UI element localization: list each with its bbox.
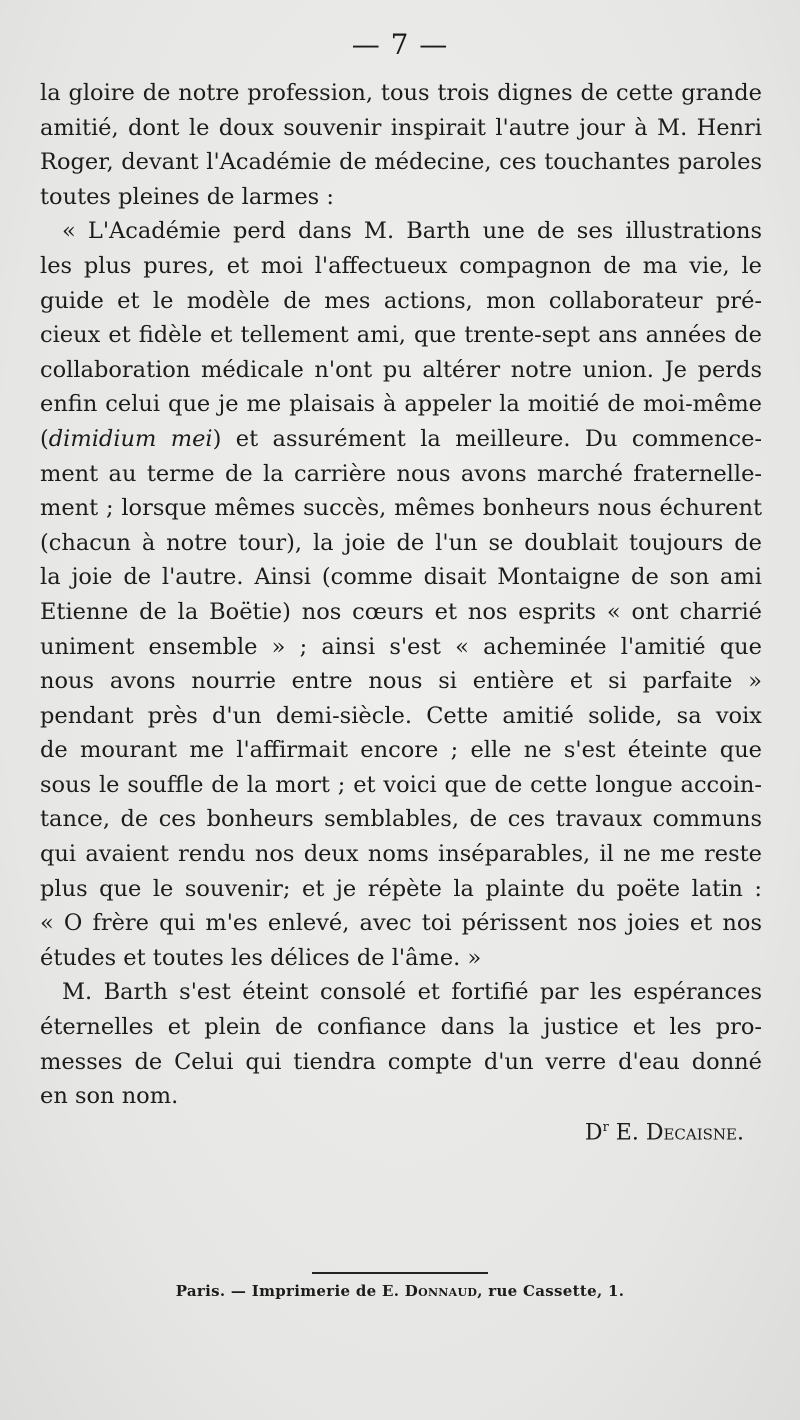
text-line: enfin celui que je me plaisais à appeler la moitié de moi-même (40, 391, 762, 418)
text-line: (chacun à notre tour), la joie de l'un se doublait toujours de (40, 529, 762, 556)
text-line: en son nom. (40, 1083, 179, 1110)
text-line: cieux et fidèle et tellement ami, que trente-sept ans années de (40, 322, 762, 349)
text-line: amitié, dont le doux souvenir inspirait l'autre jour à M. Henri (40, 114, 762, 141)
page-number: — 7 — (351, 28, 449, 61)
text-line: nous avons nourrie entre nous si entière et si parfaite » (40, 668, 762, 695)
text-line: uniment ensemble » ; ainsi s'est « acheminée l'amitié que (40, 633, 762, 660)
text-line: la gloire de notre profession, tous trois dignes de cette grande (40, 80, 762, 106)
text-line: Roger, devant l'Académie de médecine, ces touchantes paroles (40, 149, 762, 176)
text-line: études et toutes les délices de l'âme. » (40, 944, 482, 971)
latin-phrase: dimidium mei (48, 425, 213, 452)
text-line: « O frère qui m'es enlevé, avec toi périssent nos joies et nos (40, 910, 762, 937)
line-rest: ) et assurément la meilleure. Du commence- (212, 425, 762, 452)
imprint-printer-name: Donnaud (404, 1282, 478, 1300)
text-line: ment ; lorsque mêmes succès, mêmes bonheurs nous échurent (40, 495, 762, 522)
text-line: sous le souffle de la mort ; et voici que de cette longue accoin- (40, 771, 762, 798)
text-line: éternelles et plein de confiance dans la justice et les pro- (40, 1014, 762, 1041)
text-line: collaboration médicale n'ont pu altérer notre union. Je perds (40, 356, 762, 383)
text-line: messes de Celui qui tiendra compte d'un verre d'eau donné (40, 1048, 762, 1075)
text-line-italic-phrase (40, 422, 762, 457)
footer-divider (312, 1272, 488, 1274)
imprint-address: , rue Cassette, 1. (477, 1282, 625, 1300)
text-line: toutes pleines de larmes : (40, 183, 334, 210)
text-line: pendant près d'un demi-siècle. Cette amitié solide, sa voix (40, 702, 762, 729)
signature (585, 1120, 744, 1145)
imprint-city: Paris. — (175, 1282, 247, 1300)
body-text (40, 76, 762, 1114)
text-line: plus que le souvenir; et je répète la plainte du poëte latin : (40, 875, 762, 902)
signature-title: D (584, 1120, 603, 1146)
text-line: ment au terme de la carrière nous avons marché fraternelle- (40, 460, 762, 487)
text-line: guide et le modèle de mes actions, mon collaborateur pré- (40, 287, 762, 314)
text-line: Etienne de la Boëtie) nos cœurs et nos esprits « ont charrié (40, 598, 762, 625)
printer-imprint (0, 1282, 800, 1300)
text-line: les plus pures, et moi l'affectueux compagnon de ma vie, le (40, 252, 762, 279)
text-line: tance, de ces bonheurs semblables, de ces travaux communs (40, 806, 762, 833)
text-line: de mourant me l'affirmait encore ; elle ne s'est éteinte que (40, 737, 762, 764)
imprint-printer-prefix: Imprimerie de E. (251, 1282, 400, 1300)
signature-name: E. Decaisne. (615, 1120, 744, 1146)
text-line: la joie de l'autre. Ainsi (comme disait Montaigne de son ami (40, 564, 762, 591)
text-line: qui avaient rendu nos deux noms inséparables, il ne me reste (40, 841, 762, 868)
signature-title-sup: r (602, 1120, 609, 1135)
text-line: « L'Académie perd dans M. Barth une de ses illustrations (62, 218, 762, 245)
text-line: M. Barth s'est éteint consolé et fortifié par les espérances (62, 979, 762, 1006)
paren-open: ( (40, 425, 49, 452)
